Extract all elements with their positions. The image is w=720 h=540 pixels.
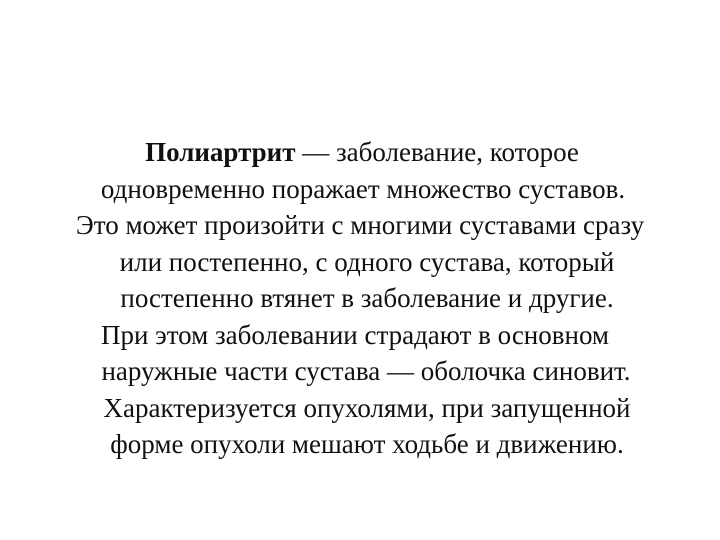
text-line-2: одновременно поражает множество суставов. (100, 173, 626, 204)
text-line-6: При этом заболевании страдают в основном (100, 319, 610, 350)
text-line-7: наружные части сустава — оболочка синовит. (101, 356, 631, 386)
text-line-5: постепенно втянет в заболевание и другие. (120, 283, 614, 313)
text-line-3: Это может произойти с многими суставами сразу (75, 210, 645, 240)
text-line-8: Характеризуется опухолями, при запущенной (103, 392, 631, 423)
term-polyarthritis: Полиартрит (145, 137, 296, 167)
text-line-1 (0, 134, 720, 171)
definition-text: — заболевание, которое (295, 137, 579, 167)
text-line-4: или постепенно, с одного сустава, который (119, 246, 615, 277)
slide-body-text (0, 134, 720, 463)
text-line-9: форме опухоли мешают ходьбе и движению. (110, 429, 624, 459)
